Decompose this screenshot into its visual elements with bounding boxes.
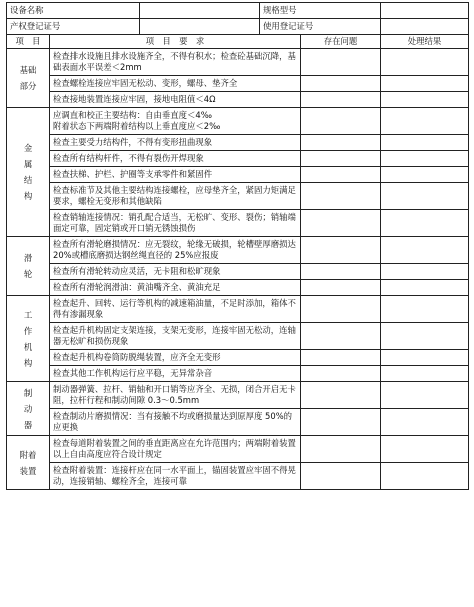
spec-model-label: 规格型号	[260, 3, 381, 19]
category-label: 属	[23, 159, 33, 169]
table-row	[7, 264, 469, 280]
requirement-cell: 检查所有滑轮转动应灵活，无卡阻和松旷现象	[50, 264, 301, 280]
table-row	[7, 296, 469, 323]
category-label: 基础	[19, 65, 37, 75]
category-label: 金	[23, 143, 33, 153]
category-label: 滑	[23, 253, 33, 263]
result-cell[interactable]	[381, 151, 469, 167]
usage-reg-field[interactable]	[381, 19, 469, 35]
category-cell	[7, 49, 50, 108]
table-row	[7, 382, 469, 409]
column-header-row	[7, 35, 469, 49]
usage-reg-label: 使用登记证号	[260, 19, 381, 35]
category-label: 器	[23, 419, 33, 430]
table-row	[7, 366, 469, 382]
result-cell[interactable]	[381, 92, 469, 108]
issues-cell[interactable]	[301, 350, 381, 366]
requirement-cell: 检查所有结构杆件，不得有裂伤开焊现象	[50, 151, 301, 167]
table-row	[7, 108, 469, 135]
table-row	[7, 92, 469, 108]
issues-cell[interactable]	[301, 151, 381, 167]
table-row	[7, 76, 469, 92]
category-label: 轮	[23, 269, 33, 279]
requirement-cell: 检查每道附着装置之间的垂直距离应在允许范围内；两端附着装置以上自由高度应符合设计规定	[50, 436, 301, 463]
table-row	[7, 151, 469, 167]
requirement-cell: 检查标准节及其他主要结构连接螺栓，应母垫齐全，紧固力矩满足要求，螺栓无变形和其他缺陷	[50, 183, 301, 210]
category-label: 工	[23, 309, 33, 320]
issues-cell[interactable]	[301, 264, 381, 280]
requirement-cell: 应调直和校正主要结构：自由垂直度＜4‰ 附着状态下两端附着结构以上垂直度应＜2‰	[50, 108, 301, 135]
table-row	[7, 210, 469, 237]
issues-cell[interactable]	[301, 167, 381, 183]
issues-cell[interactable]	[301, 296, 381, 323]
result-cell[interactable]	[381, 409, 469, 436]
issues-cell[interactable]	[301, 382, 381, 409]
category-cell	[7, 108, 50, 237]
issues-cell[interactable]	[301, 49, 381, 76]
requirement-cell: 检查排水设施且排水设施齐全，不得有积水；检查砼基础沉降，基础表面水平误差＜2mm	[50, 49, 301, 76]
requirement-cell: 检查所有滑轮润滑油：黄油嘴齐全、黄油充足	[50, 280, 301, 296]
result-cell[interactable]	[381, 49, 469, 76]
table-row	[7, 463, 469, 490]
category-label: 作	[23, 325, 33, 336]
issues-cell[interactable]	[301, 108, 381, 135]
issues-cell[interactable]	[301, 323, 381, 350]
category-label: 装置	[19, 465, 37, 476]
result-cell[interactable]	[381, 210, 469, 237]
result-cell[interactable]	[381, 264, 469, 280]
issues-cell[interactable]	[301, 135, 381, 151]
result-cell[interactable]	[381, 135, 469, 151]
table-row	[7, 49, 469, 76]
result-cell[interactable]	[381, 463, 469, 490]
property-reg-label: 产权登记证号	[7, 19, 140, 35]
issues-cell[interactable]	[301, 210, 381, 237]
column-header-issues: 存在问题	[301, 35, 381, 49]
issues-cell[interactable]	[301, 92, 381, 108]
requirement-cell: 检查制动片磨损情况：当有接触不均或磨损量达到原厚度 50%的应更换	[50, 409, 301, 436]
result-cell[interactable]	[381, 323, 469, 350]
header-row-2	[7, 19, 469, 35]
result-cell[interactable]	[381, 183, 469, 210]
category-cell	[7, 237, 50, 296]
category-label: 构	[23, 357, 33, 368]
category-label: 结	[23, 175, 33, 185]
property-reg-field[interactable]	[140, 19, 260, 35]
category-label: 机	[23, 341, 33, 352]
category-cell	[7, 436, 50, 490]
equipment-name-label: 设备名称	[7, 3, 140, 19]
issues-cell[interactable]	[301, 463, 381, 490]
issues-cell[interactable]	[301, 237, 381, 264]
result-cell[interactable]	[381, 436, 469, 463]
result-cell[interactable]	[381, 382, 469, 409]
result-cell[interactable]	[381, 366, 469, 382]
requirement-cell: 检查附着装置：连接杆应在同一水平面上，锚固装置应牢固不得晃动，连接销轴、螺栓齐全，连接可靠	[50, 463, 301, 490]
requirement-cell: 检查起升机构固定支架连接，支架无变形，连接牢固无松动，连轴器无松旷和损伤现象	[50, 323, 301, 350]
requirement-cell: 检查螺栓连接应牢固无松动、变形，螺母、垫齐全	[50, 76, 301, 92]
category-cell	[7, 382, 50, 436]
issues-cell[interactable]	[301, 436, 381, 463]
table-row	[7, 409, 469, 436]
table-row	[7, 350, 469, 366]
requirement-cell: 检查销轴连接情况：销孔配合适当，无松旷、变形、裂伤；销轴端面定可靠，固定销或开口销无锈蚀损伤	[50, 210, 301, 237]
issues-cell[interactable]	[301, 366, 381, 382]
table-row	[7, 135, 469, 151]
issues-cell[interactable]	[301, 183, 381, 210]
category-label: 制	[23, 387, 33, 398]
issues-cell[interactable]	[301, 280, 381, 296]
result-cell[interactable]	[381, 76, 469, 92]
requirement-cell: 制动器弹簧、拉杆、销轴和开口销等应齐全、无损，闭合开启无卡阻，拉杆行程和制动间隙 0.3～0.5mm	[50, 382, 301, 409]
inspection-table	[6, 2, 469, 490]
result-cell[interactable]	[381, 108, 469, 135]
category-label: 附着	[19, 449, 37, 460]
column-header-item: 项 目	[7, 35, 50, 49]
table-row	[7, 323, 469, 350]
header-row-1	[7, 3, 469, 19]
column-header-requirement: 项 目 要 求	[50, 35, 301, 49]
requirement-cell: 检查起升、回转、运行等机构的减速箱油量，不足时添加，箱体不得有渗漏现象	[50, 296, 301, 323]
requirement-cell: 检查扶梯、护栏、护圈等支承零件和紧固件	[50, 167, 301, 183]
result-cell[interactable]	[381, 280, 469, 296]
requirement-cell: 检查接地装置连接应牢固，接地电阻值＜4Ω	[50, 92, 301, 108]
table-row	[7, 183, 469, 210]
column-header-result: 处理结果	[381, 35, 469, 49]
result-cell[interactable]	[381, 237, 469, 264]
result-cell[interactable]	[381, 167, 469, 183]
table-row	[7, 167, 469, 183]
requirement-cell: 检查所有滑轮磨损情况：应无裂纹，轮缘无破损，轮槽壁厚磨损达 20%或槽底磨损达钢丝绳直径的 25%应报废	[50, 237, 301, 264]
category-label: 构	[23, 191, 33, 201]
table-row	[7, 237, 469, 264]
category-label: 部分	[19, 81, 37, 91]
issues-cell[interactable]	[301, 409, 381, 436]
issues-cell[interactable]	[301, 76, 381, 92]
result-cell[interactable]	[381, 296, 469, 323]
table-row	[7, 280, 469, 296]
result-cell[interactable]	[381, 350, 469, 366]
requirement-cell: 检查起升机构卷筒防脱绳装置，应齐全无变形	[50, 350, 301, 366]
category-cell	[7, 296, 50, 382]
inspection-sheet	[6, 2, 468, 490]
table-row	[7, 436, 469, 463]
requirement-cell: 检查其他工作机构运行应平稳，无异常杂音	[50, 366, 301, 382]
spec-model-field[interactable]	[381, 3, 469, 19]
category-label: 动	[23, 403, 33, 414]
equipment-name-field[interactable]	[140, 3, 260, 19]
requirement-cell: 检查主要受力结构件，不得有变形扭曲现象	[50, 135, 301, 151]
